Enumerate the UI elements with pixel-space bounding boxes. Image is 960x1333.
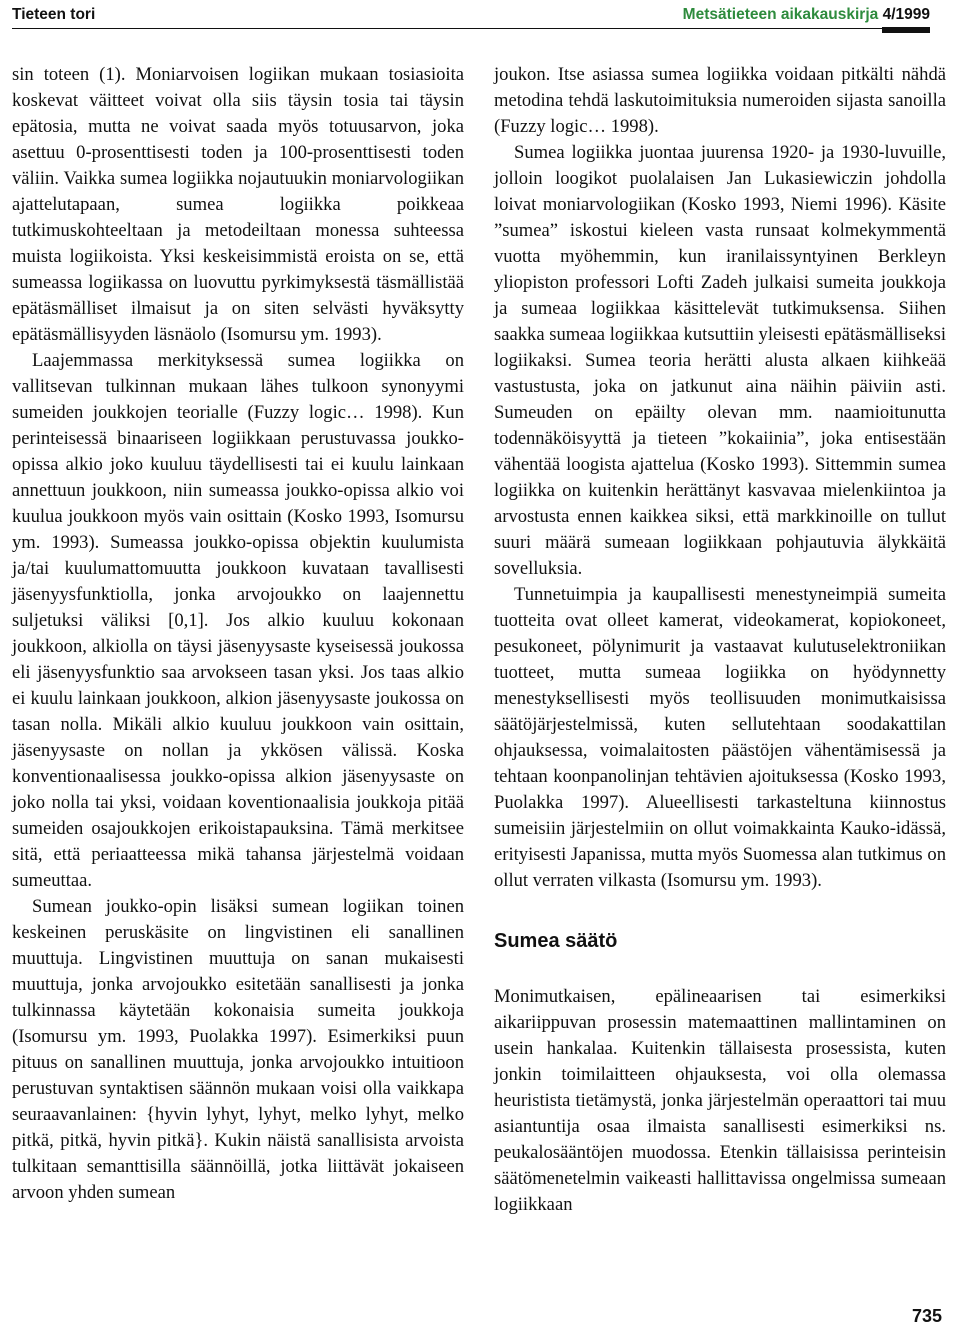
- section-title: Tieteen tori: [12, 6, 96, 23]
- journal-name: Metsätieteen aikakauskirja: [682, 6, 879, 23]
- right-paragraph-1: joukon. Itse asiassa sumea logiikka voidaan pitkälti nähdä metodina tehdä laskutoimituksia numeroiden sijasta sanoilla (Fuzzy logic… 1998).: [494, 64, 946, 137]
- right-column: [494, 62, 946, 1218]
- page-number: 735: [911, 1306, 942, 1326]
- left-paragraph-2: Laajemmassa merkityksessä sumea logiikka on vallitsevan tulkinnan mukaan lähes tulkoon synonyymi sumeiden joukkojen teorialle (Fuzzy logic… 1998). Kun perinteisessä binaariseen logiikkaan perustuvassa joukko-opissa alkio joko kuuluu täydellisesti tai ei kuulu lainkaan annettuun joukkoon, niin sumeassa joukko-opissa alkio voi kuulua joukkoon myös vain osittain (Kosko 1993, Isomursu ym. 1993). Sumeassa joukko-opissa objektin kuulumista ja/tai kuulumattomuutta joukkoon kuvataan tavallisesti jäsenyysfunktiolla, jonka arvojoukko on laajennettu suljetuksi väliksi [0,1]. Jos alkio kuuluu kokonaan joukkoon, alkiolla on täysi jäsenyysaste kyseisessä joukossa eli jäsenyysfunktio saa arvokseen tasan yksi. Jos taas alkio ei kuulu lainkaan joukkoon, alkion jäsenyysaste joukossa on tasan nolla. Mikäli alkio kuuluu joukkoon vain osittain, jäsenyysaste on nollan ja ykkösen välissä. Koska konventionaalisessa joukko-opissa alkion jäsenyysaste on joko nolla tai yksi, voidaan koventionaalisia joukkoja pitää sumeiden osajoukkojen erikoistapauksina. Tämä merkitsee sitä, että periaatteessa mikä tahansa järjestelmä voidaan sumeuttaa.: [12, 350, 464, 891]
- running-header: [12, 0, 930, 34]
- right-paragraph-3: Tunnetuimpia ja kaupallisesti menestyneimpiä sumeita tuotteita ovat olleet kamerat, videokamerat, kopiokoneet, pesukoneet, pölynimurit ja vastaavat kulutuselektroniikan tuotteet, mutta sumeaa logiikka on hyödynnetty menestyksellisesti myös teollisuuden monimutkaisissa säätöjärjestelmissä, kuten sellutehtaan soodakattilan ohjauksessa, voimalaitosten päästöjen vähentämisessä ja tehtaan koonpanolinjan tehtävien ajoituksessa (Kosko 1993, Puolakka 1997). Alueellisesti tarkasteltuna kiinnostus sumeisiin järjestelmiin on ollut voimakkainta Kauko-idässä, erityisesti Japanissa, mutta myös Suomessa alan tutkimus on ollut verraten vilkasta (Isomursu ym. 1993).: [494, 584, 946, 891]
- left-paragraph-1: sin toteen (1). Moniarvoisen logiikan mukaan tosiasioita koskevat väitteet voivat olla siis täysin tosia tai täysin epätosia, mutta ne voivat saada myös totuusarvon, joka asettuu 0-prosenttisesti toden ja 100-prosenttisesti toden väliin. Vaikka sumea logiikka nojautuukin moniarvologiikan ajattelutapaan, sumea logiikka poikkeaa tutkimuskohteeltaan ja metodeiltaan monessa suhteessa muista logiikoista. Yksi keskeisimmistä eroista on se, että sumeassa logiikassa on luovuttu pyrkimyksestä täsmällistää epätäsmälliset ilmaisut ja on siten selvästi hyväksytty epätäsmällisyyden läsnäolo (Isomursu ym. 1993).: [12, 64, 464, 345]
- header-block: [882, 27, 930, 33]
- section-paragraph-1: Monimutkaisen, epälineaarisen tai esimerkiksi aikariippuvan prosessin matemaattinen mallintaminen on usein hankalaa. Kuitenkin tällaisesta prosessista, kuten jonkin toimilaitteen ohjauksesta, voi olla olemassa heuristista tietämystä, jonka järjestelmän operaattori tai muu asiantuntija osaa ilmaista sanallisesti esimerkiksi ns. peukalosääntöjen muodossa. Etenkin tällaisissa perinteisin säätömenetelmin vaikeasti hallittavissa ongelmissa sumeaan logiikkaan: [494, 986, 946, 1215]
- right-paragraph-2: Sumea logiikka juontaa juurensa 1920- ja 1930-luvuille, jolloin loogikot puolalaisen Jan Lukasiewiczin johdolla loivat moniarvologiikan (Kosko 1993, Niemi 1996). Käsite ”sumea” iskostui kieleen vasta runsaat kolmekymmentä vuotta myöhemmin, kun iranilaissyntyinen Berkleyn yliopiston professori Lofti Zadeh julkaisi sumeita joukkoja ja sumeaa logiikkaa käsittelevät tutkimuksensa. Siihen saakka sumeaa logiikkaa kutsuttiin yleisesti epätäsmälliseksi logiikaksi. Sumea teoria herätti alusta alkaen kiihkeää vastustusta, joka on jatkunut aina näihin päiviin asti. Sumeuden on epäilty olevan mm. naamioitunutta todennäköisyyttä ja tieteen ”kokaiinia”, joka entisestään vähentää loogista ajattelua (Kosko 1993). Sittemmin sumea logiikka on kuitenkin herättänyt kasvavaa mielenkiintoa ja arvostusta ennen kaikkea siksi, että markkinoille on tullut suuri määrä sumeaan logiikkaan pohjautuvia älykkäitä sovelluksia.: [494, 142, 946, 579]
- left-column: [12, 62, 464, 1206]
- header-rule: [12, 28, 930, 29]
- section-heading: Sumea säätö: [494, 930, 618, 952]
- journal-issue: 4/1999: [882, 6, 930, 23]
- journal-title: [683, 6, 930, 24]
- left-paragraph-3: Sumean joukko-opin lisäksi sumean logiikan toinen keskeinen peruskäsite on lingvistinen eli sanallinen muuttuja. Lingvistinen muuttuja on sanan mukaisesti muuttuja, jonka arvojoukko esitetään sanallisesti ja jonka tulkinnassa käytetään kokonaisia sumeita joukkoja (Isomursu ym. 1993, Puolakka 1997). Esimerkiksi puun pituus on sanallinen muuttuja, jonka arvojoukko intuitioon perustuvan syntaktisen säännön mukaan voisi olla vaikkapa seuraavanlainen: {hyvin lyhyt, lyhyt, melko lyhyt, melko pitkä, pitkä, hyvin pitkä}. Kukin näistä sanallisista arvoista tulkitaan semanttisilla säännöillä, jotka liittävät jokaiseen arvoon yhden sumean: [12, 896, 464, 1203]
